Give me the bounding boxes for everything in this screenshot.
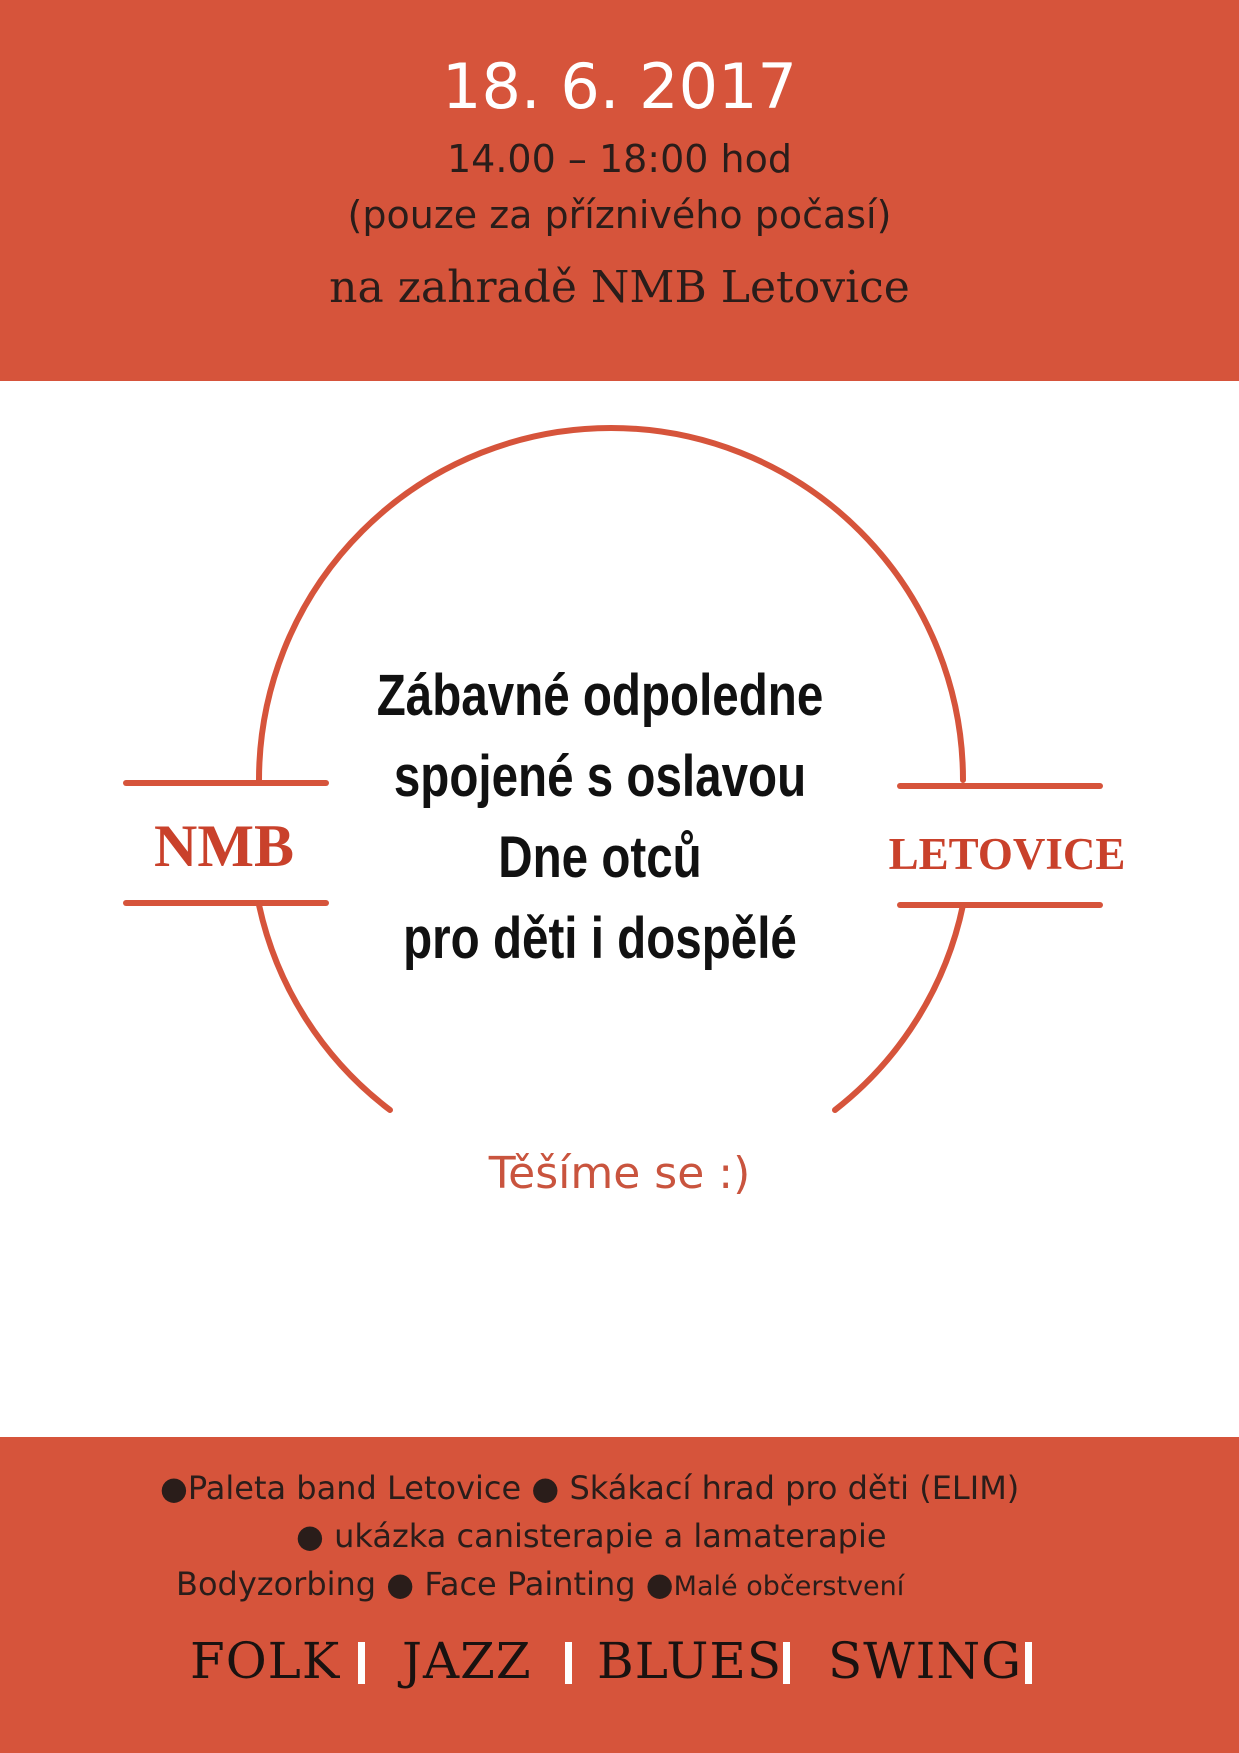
event-place: na zahradě NMB Letovice (329, 262, 910, 313)
activity-item: ukázka canisterapie a lamaterapie (334, 1517, 887, 1555)
activity-item: Skákací hrad pro děti (ELIM) (569, 1469, 1020, 1507)
headline-line: Dne otců (498, 825, 702, 890)
activities-line-1 (0, 1469, 1239, 1507)
activity-item: Paleta band Letovice (187, 1469, 522, 1507)
bullet: ● (645, 1565, 674, 1603)
headline-line: spojené s oslavou (393, 744, 807, 809)
genre-folk: FOLK (190, 1632, 341, 1690)
activities-line-3 (0, 1565, 1239, 1603)
greeting-text: Těšíme se :) (488, 1148, 751, 1199)
activity-item: Bodyzorbing (176, 1565, 377, 1603)
headline-line: pro děti i dospělé (403, 906, 797, 971)
bullet: ● (160, 1469, 188, 1507)
headline-line: Zábavné odpoledne (376, 663, 824, 728)
activity-item: Face Painting (424, 1565, 636, 1603)
bullet: ● (531, 1469, 560, 1507)
genre-separator (1025, 1642, 1032, 1684)
genre-blues: BLUES (597, 1632, 783, 1690)
badge-right-word: LETOVICE (888, 829, 1126, 879)
genre-swing: SWING (828, 1632, 1023, 1690)
event-date: 18. 6. 2017 (442, 50, 797, 123)
headline (370, 655, 829, 979)
activities-line-2 (0, 1517, 1239, 1555)
bullet: ● (296, 1517, 324, 1555)
genre-separator (565, 1642, 572, 1684)
genre-separator (783, 1642, 790, 1684)
bullet: ● (386, 1565, 415, 1603)
genre-separator (358, 1642, 365, 1684)
weather-note: (pouze za příznivého počasí) (347, 193, 892, 237)
event-time: 14.00 – 18:00 hod (447, 137, 792, 181)
genre-jazz: JAZZ (402, 1632, 532, 1690)
badge-left-word: NMB (154, 813, 294, 879)
genre-row (0, 1632, 1239, 1712)
activity-item: Malé občerstvení (673, 1571, 905, 1602)
